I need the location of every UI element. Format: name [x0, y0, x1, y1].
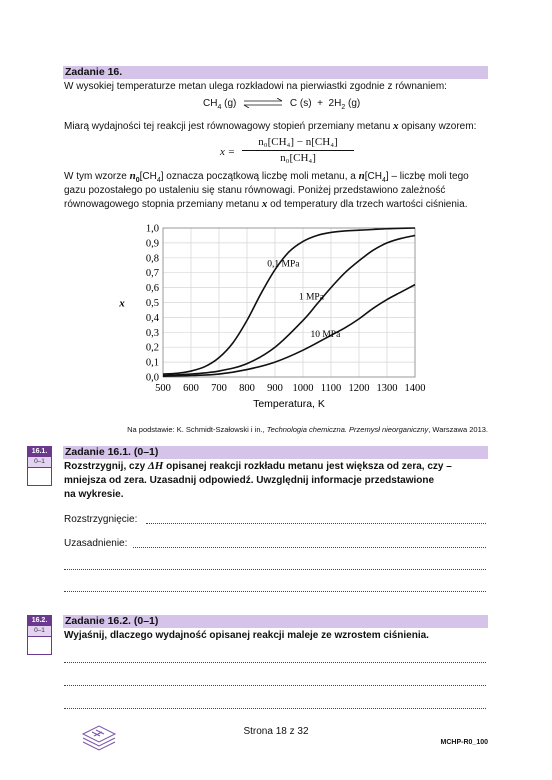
d1c: [CH — [139, 171, 157, 182]
y-tick-label: 1,0 — [145, 223, 159, 235]
x-tick-label: 1200 — [348, 383, 370, 394]
d1b: n — [129, 170, 136, 182]
task16-2-q1: Wyjaśnij, dlaczego wydajność opisanej reakcji maleje ze wzrostem ciśnienia. — [64, 630, 429, 641]
score-num: 16.1. — [28, 447, 51, 457]
x-axis-label: Temperatura, K — [253, 398, 325, 410]
answer-line-16-2-1[interactable] — [64, 661, 486, 663]
eq-right-state: (g) — [345, 98, 361, 109]
d3c: od temperatury dla trzech wartości ciśnienia. — [267, 199, 468, 210]
task16-header: Zadanie 16. — [63, 66, 488, 79]
series-line — [163, 228, 415, 374]
x-tick-label: 1400 — [404, 383, 426, 394]
d1d: ] oznacza początkową liczbę moli metanu, a — [160, 171, 359, 182]
source-pre: Na podstawie: K. Schmidt-Szałowski i in., — [127, 425, 267, 434]
x-tick-label: 900 — [267, 383, 283, 394]
d1cs: 4 — [156, 177, 161, 184]
y-tick-label: 0,1 — [145, 357, 159, 369]
eq-left-state: (g) — [221, 98, 237, 109]
d3a: równowagowego stopnia przemiany metanu — [64, 199, 262, 210]
reaction-equation — [203, 97, 360, 114]
reason-answer-line-3[interactable] — [64, 590, 486, 592]
eq-right: C (s) + 2H — [289, 98, 342, 109]
task16-1-q1 — [64, 460, 452, 473]
score-pts: 0–1 — [28, 457, 51, 468]
series-label: 0,1 MPa — [267, 259, 300, 270]
formula-lhs: x = — [220, 146, 236, 158]
reason-answer-line-1[interactable] — [133, 546, 486, 548]
answer-line-16-2-2[interactable] — [64, 684, 486, 686]
formula-numerator: n₀[CH₄] − n[CH₄] — [258, 136, 338, 148]
task16-1-header: Zadanie 16.1. (0–1) — [63, 446, 488, 459]
reason-answer-line-2[interactable] — [64, 568, 486, 570]
d1fs: 4 — [381, 177, 386, 184]
desc-line2: gazu pozostałego po ustaleniu się stanu równowagi. Poniżej przedstawiono zależność — [64, 185, 446, 196]
task16-1-q2: mniejsza od zera. Uzasadnij odpowiedź. Uwzględnij informacje przedstawione — [64, 475, 435, 486]
exam-code: MCHP-R0_100 — [440, 739, 488, 746]
y-tick-label: 0,2 — [145, 342, 159, 354]
q1b: ΔH — [147, 460, 164, 472]
y-tick-label: 0,3 — [145, 327, 159, 339]
yield-var: x — [393, 120, 399, 132]
y-tick-label: 0,6 — [145, 283, 159, 295]
x-tick-label: 1000 — [292, 383, 314, 394]
task16-2-header: Zadanie 16.2. (0–1) — [63, 615, 488, 628]
d1a: W tym wzorze — [64, 171, 130, 182]
series-line — [163, 285, 415, 377]
desc-line3 — [64, 198, 467, 211]
task16-intro: W wysokiej temperaturze metan ulega rozkładowi na pierwiastki zgodnie z równaniem: — [64, 81, 447, 92]
eq-right-sub: 2 — [341, 104, 346, 111]
decision-answer-line[interactable] — [146, 522, 486, 524]
d1bs: 0 — [135, 177, 140, 184]
eq-left: CH — [203, 98, 218, 109]
y-tick-label: 0,8 — [145, 253, 159, 265]
x-tick-label: 800 — [239, 383, 255, 394]
source-post: , Warszawa 2013. — [428, 425, 488, 434]
source-italic: Technologia chemiczna. Przemysł nieorganiczny — [266, 425, 429, 434]
q1c: opisanej reakcji rozkładu metanu jest większa od zera, czy – — [163, 461, 452, 472]
y-tick-label: 0,7 — [145, 268, 159, 280]
x-tick-label: 500 — [155, 383, 171, 394]
yield-text-pre: Miarą wydajności tej reakcji jest równowagowy stopień przemiany metanu — [64, 121, 394, 132]
d1g: ] – liczbę moli tego — [385, 171, 469, 182]
y-axis-label: x — [119, 297, 125, 310]
x-tick-label: 1300 — [376, 383, 398, 394]
task16-1-q3: na wykresie. — [64, 489, 124, 500]
answer-line-16-2-3[interactable] — [64, 707, 486, 709]
x-tick-label: 1100 — [320, 383, 342, 394]
equilibrium-arrow-icon — [242, 98, 284, 108]
y-tick-label: 0,9 — [145, 238, 159, 250]
score-pts: 0–1 — [28, 626, 51, 637]
q1a: Rozstrzygnij, czy — [64, 461, 148, 472]
d1e: n — [358, 170, 365, 182]
d3b: x — [261, 198, 268, 210]
source-note — [63, 425, 488, 434]
score-box-16-2 — [27, 615, 52, 655]
score-field[interactable] — [28, 468, 51, 485]
y-tick-label: 0,0 — [145, 372, 159, 384]
y-tick-label: 0,5 — [145, 298, 159, 309]
reason-label: Uzasadnienie: — [64, 538, 128, 549]
formula-bar — [242, 150, 354, 151]
formula-denominator: n₀[CH₄] — [280, 152, 316, 164]
page-number: Strona 18 z 32 — [243, 726, 309, 737]
x-tick-label: 700 — [211, 383, 227, 394]
y-tick-label: 0,4 — [145, 312, 159, 324]
score-num: 16.2. — [28, 616, 51, 626]
series-label: 10 MPa — [310, 329, 341, 340]
score-field[interactable] — [28, 637, 51, 654]
x-tick-label: 600 — [183, 383, 199, 394]
series-label: 1 MPa — [298, 292, 324, 303]
yield-text-post: opisany wzorem: — [398, 121, 477, 132]
conversion-chart — [100, 218, 430, 418]
score-box-16-1 — [27, 446, 52, 486]
d1f: [CH — [364, 171, 382, 182]
yield-text — [64, 120, 476, 133]
eq-left-sub: 4 — [217, 104, 222, 111]
decision-label: Rozstrzygnięcie: — [64, 514, 138, 525]
